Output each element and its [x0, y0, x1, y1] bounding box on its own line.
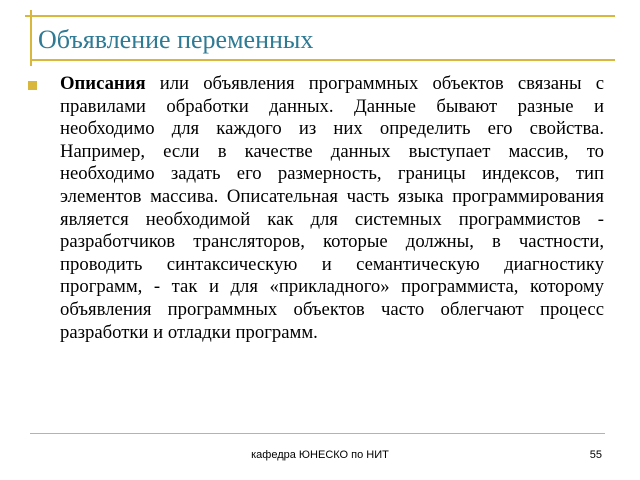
- bullet-paragraph: [60, 73, 604, 344]
- bullet-body-text: или объявления программных объектов связаны с правилами обработки данных. Данные бывают разные и необходимо для каждого из них определить его свойства. Например, если в качестве данных выступает массив, то необходимо задать его размерность, границы индексов, тип элементов массива. Описательная часть языка программирования является необходимой как для системных программистов - разработчиков трансляторов, которые должны, в частности, проводить синтаксическую и семантическую диагностику программ, - так и для «прикладного» программиста, которому объявления программных объектов часто облегчают процесс разработки и отладки программ.: [60, 73, 604, 343]
- slide-body: [28, 73, 604, 344]
- top-decor-line: [25, 15, 615, 17]
- title-underline: [30, 59, 615, 61]
- slide-title: Объявление переменных: [38, 25, 314, 54]
- footer-text: кафедра ЮНЕСКО по НИТ: [251, 449, 389, 461]
- bullet-square-icon: [28, 81, 37, 90]
- page-number: 55: [589, 449, 602, 461]
- bullet-bold-term: Описания: [60, 73, 146, 94]
- footer-divider: [30, 433, 605, 434]
- left-decor-line: [30, 10, 32, 66]
